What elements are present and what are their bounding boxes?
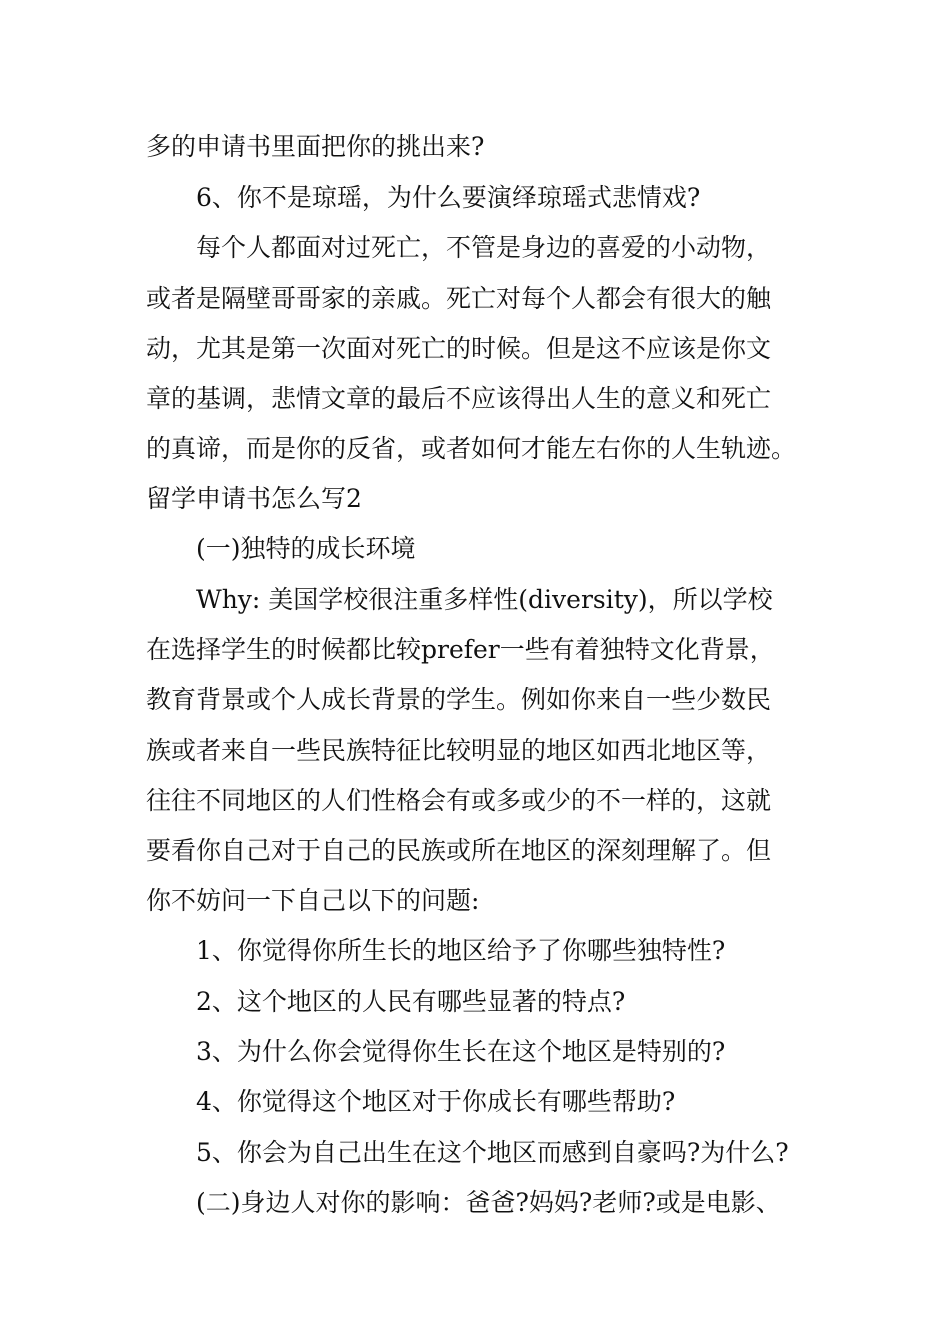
list-item: 3、为什么你会觉得你生长在这个地区是特别的? [196, 1037, 726, 1066]
subsection-heading: (一)独特的成长环境 [196, 534, 416, 563]
text-line: 往往不同地区的人们性格会有或多或少的不一样的，这就 [146, 786, 772, 815]
paragraph-line: Why: 美国学校很注重多样性(diversity)，所以学校 [196, 585, 773, 614]
list-item: 1、你觉得你所生长的地区给予了你哪些独特性? [196, 936, 726, 965]
text-line: 的真谛，而是你的反省，或者如何才能左右你的人生轨迹。 [146, 434, 797, 463]
text-line: 在选择学生的时候都比较prefer一些有着独特文化背景， [146, 635, 775, 664]
paragraph-line: 每个人都面对过死亡，不管是身边的喜爱的小动物， [196, 233, 772, 262]
text-line: 章的基调，悲情文章的最后不应该得出人生的意义和死亡 [146, 384, 772, 413]
text-line: 要看你自己对于自己的民族或所在地区的深刻理解了。但 [146, 836, 772, 865]
text-line: 教育背景或个人成长背景的学生。例如你来自一些少数民 [146, 685, 772, 714]
text-line: 你不妨问一下自己以下的问题: [146, 886, 480, 915]
text-line: 或者是隔壁哥哥家的亲戚。死亡对每个人都会有很大的触 [146, 284, 772, 313]
list-item: 6、你不是琼瑶，为什么要演绎琼瑶式悲情戏? [196, 183, 701, 212]
text-line: 动，尤其是第一次面对死亡的时候。但是这不应该是你文 [146, 334, 772, 363]
text-line: 多的申请书里面把你的挑出来? [146, 132, 485, 161]
list-item: 5、你会为自己出生在这个地区而感到自豪吗?为什么? [196, 1138, 789, 1167]
text-line: 族或者来自一些民族特征比较明显的地区如西北地区等， [146, 736, 772, 765]
subsection-heading: (二)身边人对你的影响：爸爸?妈妈?老师?或是电影、 [196, 1188, 781, 1217]
list-item: 4、你觉得这个地区对于你成长有哪些帮助? [196, 1087, 676, 1116]
section-title: 留学申请书怎么写2 [146, 484, 362, 513]
list-item: 2、这个地区的人民有哪些显著的特点? [196, 987, 626, 1016]
